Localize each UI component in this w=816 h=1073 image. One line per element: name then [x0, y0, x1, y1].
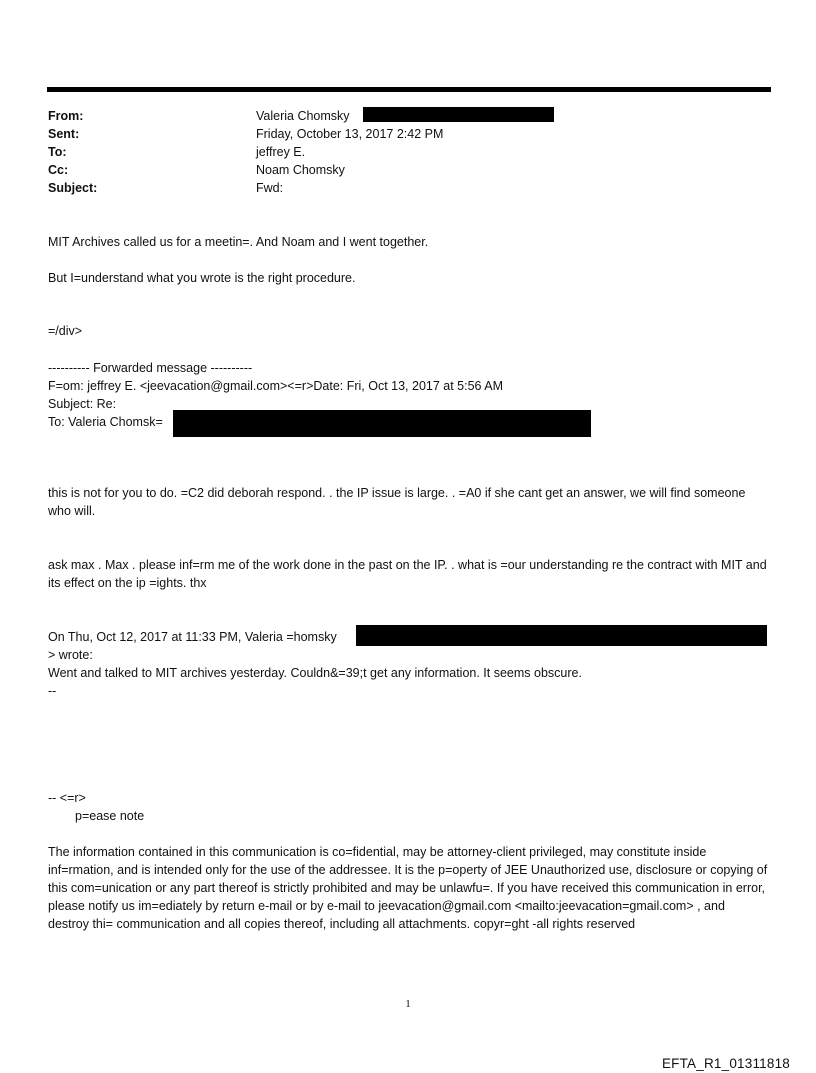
quote-wrote: > wrote:: [48, 648, 93, 662]
redaction-box: [363, 107, 554, 122]
bates-number: EFTA_R1_01311818: [661, 1056, 790, 1071]
from-value: Valeria Chomsky: [256, 109, 350, 123]
subject-label: Subject:: [48, 181, 98, 195]
subject-value: Fwd:: [256, 181, 284, 195]
forwarded-subject: Subject: Re:: [48, 397, 117, 411]
body-paragraph: ask max . Max . please inf=rm me of the work done in the past on the IP. . what is =our understanding re the contract with MIT and its effect on the ip =ights. thx: [48, 558, 767, 590]
sent-value: Friday, October 13, 2017 2:42 PM: [256, 127, 444, 141]
please-note: p=ease note: [75, 809, 145, 823]
header-cc-row: [48, 161, 768, 179]
body-paragraph: =/div>: [48, 324, 83, 338]
header-subject-row: [48, 179, 768, 197]
to-label: To:: [48, 145, 67, 159]
redaction-box: [356, 625, 767, 646]
to-value: jeffrey E.: [256, 145, 306, 159]
page-number: 1: [405, 998, 411, 1010]
cc-value: Noam Chomsky: [256, 163, 345, 177]
forwarded-marker: ---------- Forwarded message ----------: [48, 361, 253, 375]
quote-intro: On Thu, Oct 12, 2017 at 11:33 PM, Valeria =homsky: [48, 630, 337, 644]
body-paragraph: But I=understand what you wrote is the right procedure.: [48, 271, 356, 285]
forwarded-from: F=om: jeffrey E. <jeevacation@gmail.com><=r>Date: Fri, Oct 13, 2017 at 5:56 AM: [48, 379, 504, 393]
body-paragraph: MIT Archives called us for a meetin=. And Noam and I went together.: [48, 235, 429, 249]
redaction-box: [173, 410, 591, 437]
sent-label: Sent:: [48, 127, 80, 141]
forwarded-to: To: Valeria Chomsk=: [48, 415, 163, 429]
signature-dashes: --: [48, 684, 57, 698]
cc-label: Cc:: [48, 163, 69, 177]
signature-separator: -- <=r>: [48, 791, 86, 805]
header-sent-row: [48, 125, 768, 143]
header-to-row: [48, 143, 768, 161]
body-paragraph: this is not for you to do. =C2 did deborah respond. . the IP issue is large. . =A0 if she cant get an answer, we will find someone who will.: [48, 486, 746, 518]
from-label: From:: [48, 109, 84, 123]
header-rule: [47, 87, 771, 92]
confidentiality-disclaimer: The information contained in this communication is co=fidential, may be attorney-client privileged, may constitute inside inf=rmation, and is intended only for the use of the addressee. It is the p=operty of JEE Unauthorized use, disclosure or copying of this com=unication or any part thereof is strictly prohibited and may be unlawfu=. If you have received this communication in error, please notify us im=ediately by return e-mail or by e-mail to jeevacation@gmail.com <mailto:jeevacation=gmail.com> , and destroy thi= communication and all copies thereof, including all attachments. copyr=ght -all rights reserved: [48, 845, 768, 931]
quoted-text: Went and talked to MIT archives yesterday. Couldn&=39;t get any information. It seems obscure.: [48, 666, 582, 680]
